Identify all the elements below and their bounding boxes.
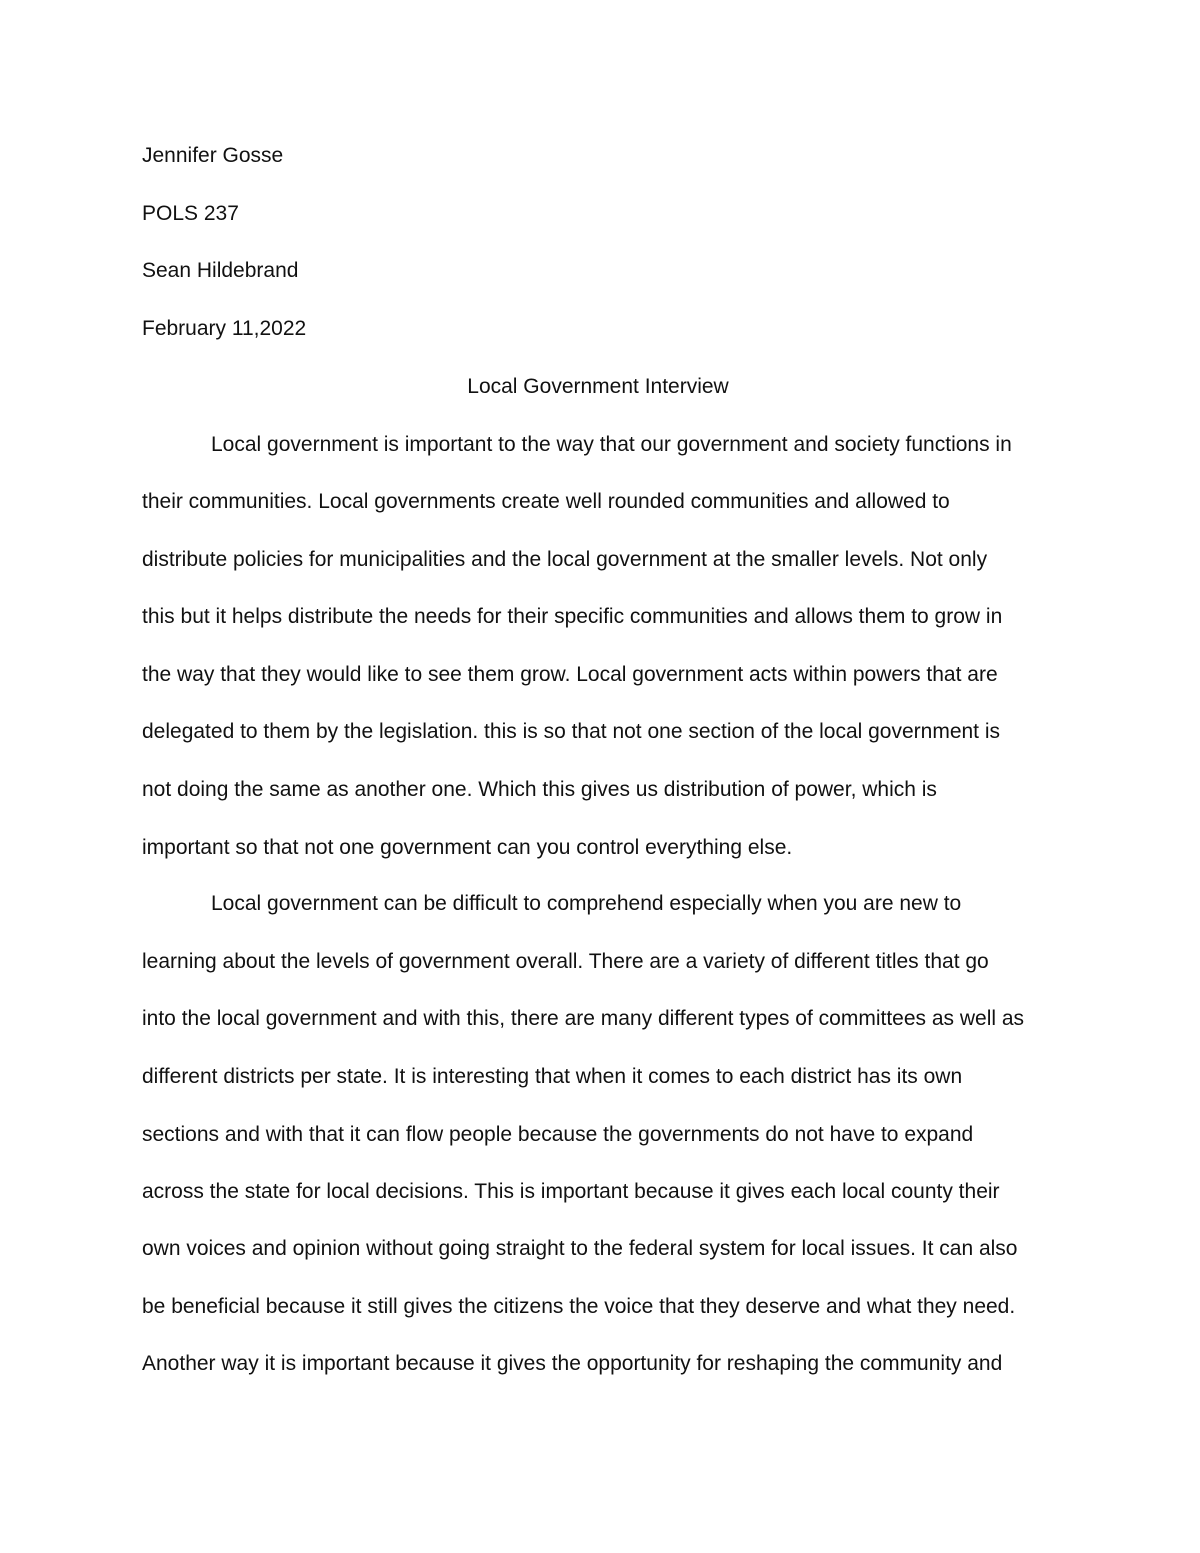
paragraph-1-line: not doing the same as another one. Which this gives us distribution of power, which is xyxy=(142,778,937,801)
course-code: POLS 237 xyxy=(142,202,239,225)
document-date: February 11,2022 xyxy=(142,317,307,340)
paragraph-2-line: across the state for local decisions. This is important because it gives each local county their xyxy=(142,1180,1000,1203)
document-title: Local Government Interview xyxy=(467,375,729,398)
paragraph-2-line: sections and with that it can flow people because the governments do not have to expand xyxy=(142,1123,974,1146)
paragraph-2-line: Another way it is important because it gives the opportunity for reshaping the community and xyxy=(142,1352,1003,1375)
paragraph-1-line: important so that not one government can you control everything else. xyxy=(142,836,793,859)
paragraph-1-line: distribute policies for municipalities and the local government at the smaller levels. Not only xyxy=(142,548,988,571)
paragraph-1-line: the way that they would like to see them grow. Local government acts within powers that are xyxy=(142,663,998,686)
paragraph-2-line: into the local government and with this, there are many different types of committees as well as xyxy=(142,1007,1025,1030)
paragraph-1-line: Local government is important to the way that our government and society functions in xyxy=(211,433,1012,456)
paragraph-2-line: own voices and opinion without going straight to the federal system for local issues. It can also xyxy=(142,1237,1018,1260)
paragraph-2-line: Local government can be difficult to comprehend especially when you are new to xyxy=(211,892,962,915)
paragraph-2-line: be beneficial because it still gives the citizens the voice that they deserve and what they need. xyxy=(142,1295,1016,1318)
instructor-name: Sean Hildebrand xyxy=(142,259,299,282)
paragraph-2-line: different districts per state. It is interesting that when it comes to each district has its own xyxy=(142,1065,963,1088)
paragraph-2-line: learning about the levels of government overall. There are a variety of different titles that go xyxy=(142,950,989,973)
paragraph-1-line: this but it helps distribute the needs for their specific communities and allows them to grow in xyxy=(142,605,1003,628)
paragraph-1-line: delegated to them by the legislation. this is so that not one section of the local government is xyxy=(142,720,1001,743)
paragraph-1-line: their communities. Local governments create well rounded communities and allowed to xyxy=(142,490,950,513)
author-name: Jennifer Gosse xyxy=(142,144,284,167)
